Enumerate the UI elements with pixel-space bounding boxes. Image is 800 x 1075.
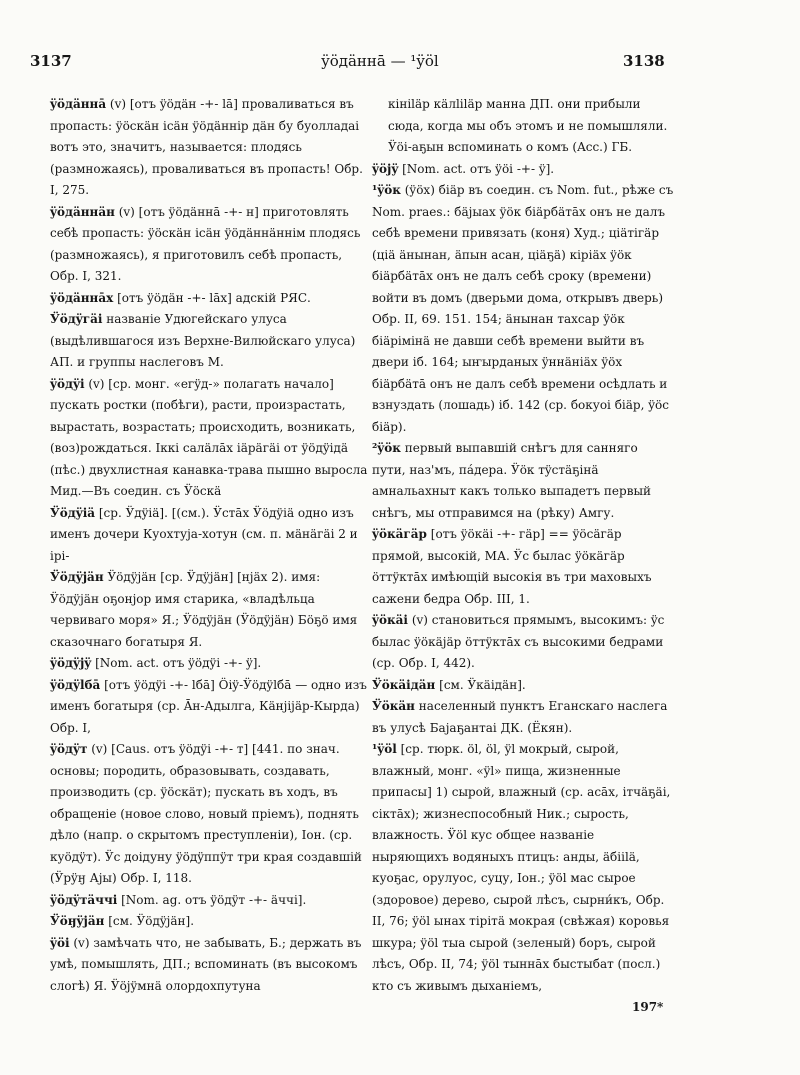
entry-text: населенный пунктъ Еганскаго наслега въ улусѣ Баjаҕантаi ДК. (Ёкян).	[372, 699, 668, 735]
entry-text: [ср. тюрк. öl, öl, ÿl мокрый, сырой, влажный, монг. «ÿl» пища, жизненные припасы] 1) сырой, влажный (ср. асāх, iтчäҕäi, сiктāх); жизнеспособный Ник.; сырость, влажность. Ӱöl кус общее названiе ныряющихъ водяныхъ птицъ: анды, äбiilä, куоҕас, орулуос, суцу, Іон.; ÿöl мас сырое (здоровое) дерево, сырой лѣсъ, сырни́къ, Обр. II, 76; ÿöl ынах тiрiтä мокрая (свѣжая) коровья шкура; ÿöl тыа сырой (зеленый) боръ, сырой лѣсъ, Обр. II, 74; ÿöl тыннāх быстыбат (посл.) кто съ живымъ дыханiемъ,	[372, 742, 671, 993]
entry-headword: ÿöдÿlбā	[50, 677, 101, 692]
dictionary-entry	[372, 524, 674, 610]
dictionary-entry	[50, 288, 370, 310]
entry-text: (v) [ср. монг. «егÿд-» полагать начало] пускать ростки (побѣги), расти, произрастать, вырастать, возрастать; происходить, возникать, (воз)рождаться. Iккi салäлāх iäрäгäi от ÿöдÿiдä (пѣс.) двухлистная канавка-трава пышно выросла Мид.—Въ соедин. съ Ӱöскä	[50, 376, 368, 498]
entry-text: [Nom. act. отъ ÿöдÿi -+- ÿ].	[95, 656, 262, 670]
dictionary-entry	[372, 159, 674, 181]
entry-headword: ÿöкäi	[372, 613, 408, 627]
dictionary-entry	[372, 675, 674, 697]
entry-text: [Nom. act. отъ ÿöi -+- ÿ].	[402, 161, 555, 176]
entry-text: (v) [отъ ÿöдäннā -+- н] приготовлять себѣ пропасть: ÿöскäн iсäн ÿöдäннäннiм плодясь (размножаясь), я приготовилъ себѣ пропасть, Обр. I, 321.	[50, 204, 361, 283]
entry-text: [отъ ÿöкäi -+- гäр] == ÿöсäгäр прямой, высокiй, МА. Ӱс былас ÿöкäгäр öттÿктāх имѣющiй высокiя въ три маховыхъ сажени бедра Обр. III, 1.	[372, 527, 652, 606]
entry-headword: ÿöкäгäр	[372, 527, 427, 541]
dictionary-entry	[372, 610, 674, 675]
entry-text: [см. Ӱöдÿjäн].	[108, 914, 195, 928]
entry-text: названiе Удюгейскаго улуса (выдѣлившагося изъ Верхне-Вилюйскаго улуса) АП. и группы наслеговъ М.	[50, 312, 356, 369]
entry-headword: ÿöjÿ	[372, 161, 399, 176]
entry-text: Ӱöдÿjäн [ср. Ӱдÿjäн] [нjäх 2). имя: Ӱöдÿjäн оҕонjор имя старика, «владѣльца червиваго моря» Я.; Ӱöдÿjäн (Ӱöдÿjäн) Бöҕö имя сказочнаго богатыря Я.	[50, 570, 358, 649]
entry-headword: ÿöдäннāх	[50, 290, 114, 305]
entry-text: [см. Ӱкäiдäн].	[439, 677, 526, 692]
entry-text: (ÿöх) бiäр въ соедин. съ Nom. fut., рѣже съ Nom. praes.: бäјыах ÿöк бiäрбäтāх онъ не далъ себѣ времени привязать (коня) Худ.; цiäтiгäр (цiä äнынан, äпын асан, цiäҕä) кiрiäх ÿöк бiäрбäтāх онъ не далъ себѣ сроку (времени) войти въ домъ (дверьми дома, открывъ дверь) Обр. II, 69. 151. 154; äнынан тахсар ÿöк бiäрiмiнä не давши себѣ времени выйти въ двери iб. 164; ыҥырданых ÿннäнiäх ÿöх бiäрбäтā онъ не далъ себѣ времени осѣдлать и взнуздать (лошадь) iб. 142 (ср. бокуоi бiäр, ÿöс бiäр).	[372, 183, 674, 434]
dictionary-entry	[372, 438, 674, 524]
entry-headword: Ӱöкäн	[372, 699, 415, 713]
dictionary-entry	[50, 675, 370, 740]
entry-headword: Ӱöдÿjäн	[50, 570, 104, 584]
entry-headword: ÿöдÿтäччi	[50, 892, 118, 907]
dictionary-entry	[50, 890, 370, 912]
dictionary-entry	[50, 567, 370, 653]
entry-text: (v) [Caus. отъ ÿöдÿi -+- т] [441. по знач. основы; породить, образовывать, создавать, производить (ср. ÿöскäт); пускать въ ходъ, въ обращенiе (новое слово, новый прiемъ), поднять дѣло (напр. о скрытомъ преступленiи), Іон. (ср. куöдÿт). Ӱс доiдуну ÿöдÿппÿт три края создавшiй (Ӱрÿӈ Аjы) Обр. I, 118.	[50, 742, 362, 885]
entry-text: [Nom. ag. отъ ÿöдÿт -+- äччi].	[121, 892, 307, 907]
entry-headword: ÿöдäннā	[50, 97, 107, 111]
dictionary-entry	[372, 94, 674, 159]
right-column	[372, 94, 674, 997]
left-column	[50, 94, 370, 997]
dictionary-entry	[50, 653, 370, 675]
entry-headword: Ӱöдÿгäi	[50, 312, 103, 326]
entry-headword: ÿöдÿjÿ	[50, 656, 92, 670]
entry-text: кiнiläр кäлliläр манна ДП. они прибыли сюда, когда мы объ этомъ и не помышляли. Ӱöi-аҕын вспоминать о комъ (Acc.) ГБ.	[388, 97, 668, 154]
entry-headword: Ӱöӈÿjäн	[50, 914, 105, 928]
dictionary-entry	[50, 202, 370, 288]
page-header	[30, 52, 742, 82]
entry-text: (v) замѣчать что, не забывать, Б.; держать въ умѣ, помышлять, ДП.; вспоминать (въ высокомъ слогѣ) Я. Ӱöjÿмнä олордохпутуна	[50, 935, 362, 993]
entry-headword: Ӱöкäiдäн	[372, 677, 436, 692]
entry-text: первый выпавшiй снѣгъ для санняго пути, наз'мъ, пáдера. Ӱöк тÿстäҕiнä амнальахныт какъ только выпадетъ первый снѣгъ, мы отправимся на (рѣку) Амгу.	[372, 441, 652, 520]
signature-mark: 197*	[632, 1000, 664, 1014]
entry-text: [ср. Ӱдÿiä]. [(см.). Ӱстāх Ӱöдÿiä одно изъ именъ дочери Куохтуја-хотун (см. п. мäнäгäi 2 и iрi-	[50, 505, 358, 563]
dictionary-entry	[372, 739, 674, 997]
entry-headword: ÿöдÿт	[50, 742, 88, 756]
right-page-number: 3138	[623, 52, 665, 70]
dictionary-entry	[50, 503, 370, 568]
entry-headword: ¹ÿöl	[372, 742, 397, 756]
dictionary-entry	[50, 739, 370, 890]
entry-headword: ÿöi	[50, 935, 70, 950]
dictionary-entry	[372, 180, 674, 438]
entry-text: (v) [отъ ÿöдäн -+- lā] проваливаться въ пропасть: ÿöскäн iсäн ÿöдäннiр дäн бу буолладаi вотъ это, значитъ, называется: плодясь (размножаясь), проваливаться въ пропасть! Обр. I, 275.	[50, 97, 363, 197]
entry-headword: ÿöдÿi	[50, 376, 85, 391]
entry-text: [отъ ÿöдäн -+- lāх] адскiй РЯС.	[117, 290, 311, 305]
dictionary-entry	[50, 933, 370, 998]
left-page-number: 3137	[30, 52, 72, 70]
dictionary-entry	[50, 911, 370, 933]
dictionary-entry	[50, 309, 370, 374]
running-head: ÿöдäннā — ¹ÿöl	[321, 52, 439, 70]
dictionary-entry	[50, 94, 370, 202]
entry-headword: ²ÿöк	[372, 441, 401, 455]
entry-text: [отъ ÿöдÿi -+- lбā] Öiÿ-Ӱöдÿlбā — одно изъ именъ богатыря (ср. Āн-Адылга, Кäнjiјäр-Кырда) Обр. I,	[50, 677, 367, 735]
dictionary-entry	[372, 696, 674, 739]
entry-text: (v) становиться прямымъ, высокимъ: ÿс былас ÿöкäјäр öттÿктāх съ высокими бедрами (ср. Обр. I, 442).	[372, 613, 665, 670]
entry-headword: ÿöдäннäн	[50, 204, 115, 219]
dictionary-entry	[50, 374, 370, 503]
entry-headword: ¹ÿöк	[372, 183, 401, 197]
entry-headword: Ӱöдÿiä	[50, 505, 96, 520]
